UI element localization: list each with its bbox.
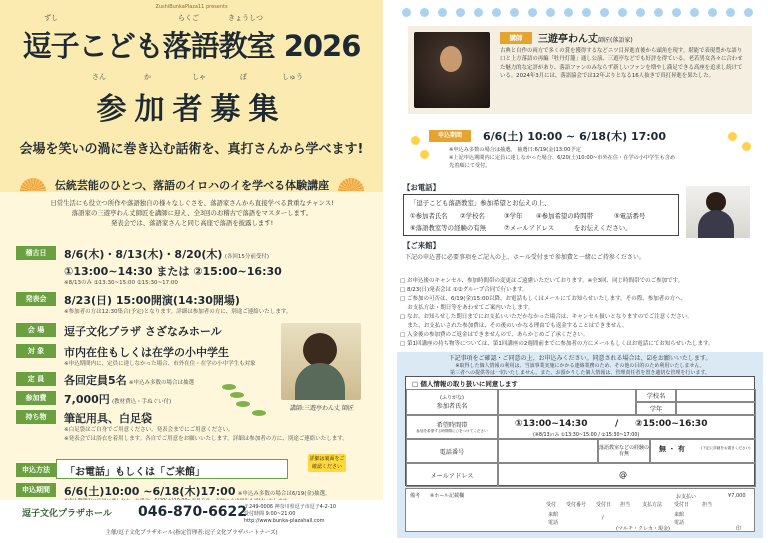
fee-text: 7,000円 bbox=[64, 393, 110, 406]
school-input[interactable] bbox=[676, 389, 756, 402]
phone-item: ④参加希望の時間帯 bbox=[536, 212, 593, 220]
footer bbox=[0, 500, 383, 543]
photo-head bbox=[706, 192, 726, 212]
consent-checkbox[interactable]: □ 個人情報の取り扱いに同意します bbox=[412, 380, 518, 388]
apply-period-value: 6/6(土) 10:00 ~ 6/18(木) 17:00 bbox=[483, 130, 666, 143]
presents-tagline: ZushiBunkaPlaza11 presents bbox=[155, 4, 228, 10]
lecturer-name-text: 三遊亭わん丈 bbox=[538, 34, 598, 45]
experience-value[interactable]: 無 ・ 有 bbox=[659, 445, 685, 453]
label-lesson: 稽古日 bbox=[16, 246, 56, 260]
phone-heading: 【お電話】 bbox=[403, 183, 440, 192]
period-value: 6/6(土)10:00 ~6/18(木)17:00 bbox=[64, 485, 236, 498]
memo-date-slash: / bbox=[602, 515, 604, 521]
dot-decoration bbox=[742, 142, 751, 151]
detail-note-badge: 詳細は裏面をご確認ください bbox=[309, 456, 345, 470]
memo-fee: ¥7,000 bbox=[728, 493, 746, 499]
memo-col: 受付 bbox=[546, 502, 557, 508]
dot-decoration bbox=[636, 8, 645, 17]
ruby-ka: か bbox=[144, 73, 151, 81]
phone-label: 電話番号 bbox=[406, 439, 498, 463]
phone-intro: 「逗子こども落語教室」参加希望とお伝えの上、 bbox=[410, 199, 551, 207]
lecturer-photo bbox=[281, 323, 361, 400]
memo-col: 受付日 bbox=[596, 502, 612, 508]
dot-decoration bbox=[402, 8, 411, 17]
phone-item: ⑤電話番号 bbox=[614, 212, 646, 220]
time-option-note: (※8/13のみ ①13:30~15:00 / ②15:30~17:00) bbox=[533, 433, 640, 438]
dot-decoration bbox=[546, 8, 555, 17]
memo-col: 担当 bbox=[702, 502, 713, 508]
label-recital: 発表会 bbox=[16, 292, 56, 306]
lesson-times: ①13:00~14:30 または ②15:00~16:30 bbox=[64, 265, 282, 278]
phone-item: ①参加者氏名 bbox=[410, 212, 448, 220]
intro-text bbox=[14, 198, 370, 228]
experience-label: 落語教室などの経験の有無 bbox=[598, 439, 650, 463]
capacity-value bbox=[64, 372, 194, 388]
label-fee: 参加費 bbox=[16, 391, 56, 405]
dot-decoration bbox=[474, 8, 483, 17]
memo-col: お支払い bbox=[676, 494, 697, 500]
note-item: □ 第1回講座の持ち物等については、第1回講座の2週間前までに参加者の方にメールもしくはお電話にてお知らせいたします。 bbox=[400, 341, 714, 347]
phone-item: ③学年 bbox=[504, 212, 523, 220]
dot-decoration bbox=[420, 150, 429, 159]
period-note: ※申込み多数の場合は6/19(金)抽選。 bbox=[237, 491, 331, 497]
address-line: 〒249-0006 神奈川県逗子市逗子4-2-10 bbox=[244, 504, 336, 510]
lecturer-photo-small bbox=[686, 186, 750, 238]
recital-note: ※参加者の方は12:30集合(予定)となります。詳細は参加者の方に、別途ご連絡いたします。 bbox=[64, 309, 292, 315]
dot-decoration bbox=[744, 8, 753, 17]
ruby-kyoushitsu: きょうしつ bbox=[228, 14, 263, 22]
capacity-note: ※申込み多数の場合は抽選 bbox=[128, 380, 194, 386]
time-label: 希望時間帯 bbox=[436, 422, 468, 429]
furigana-label: (ふりがな) bbox=[440, 395, 464, 401]
hall-logo: 逗子文化プラザホール bbox=[22, 509, 112, 519]
photo-body bbox=[698, 210, 734, 238]
dot-decoration bbox=[726, 8, 735, 17]
phone-box bbox=[403, 194, 679, 236]
memo-row: 来館 bbox=[674, 512, 685, 518]
memo-col: 担当 bbox=[620, 502, 631, 508]
time-note: 参加を希望する時間帯に○をつけてください bbox=[416, 429, 488, 433]
application-form bbox=[405, 376, 755, 486]
phone-item: ②学校名 bbox=[460, 212, 485, 220]
hours-line: 受付時間 9:00~21:00 bbox=[244, 511, 296, 517]
front-page bbox=[0, 0, 383, 543]
course-subheading: 伝統芸能のひとつ、落語のイロハのイを学べる体験講座 bbox=[54, 179, 330, 192]
note-item: また、お支払いされた参加費は、その後のいかなる理由でも返金することはできません。 bbox=[400, 323, 628, 329]
photo-caption: 講師:三遊亭わん丈 師匠 bbox=[290, 405, 354, 412]
pine-icon bbox=[236, 401, 250, 407]
organizer: 主催/逗子文化プラザホール(指定管理者:逗子文化プラザパートナーズ) bbox=[105, 530, 278, 536]
hall-phone[interactable]: 046-870-6622 bbox=[138, 504, 248, 520]
lecturer-face bbox=[440, 46, 462, 72]
items-value: 筆記用具、白足袋 bbox=[64, 412, 152, 425]
dot-decoration bbox=[728, 132, 737, 141]
dot-decoration bbox=[510, 8, 519, 17]
memo-row: 電話 bbox=[548, 520, 559, 526]
note-item: □ お申込後のキャンセル、参加時間帯の変更はご遠慮いただいております。※全3回、同じ時間帯でのご参加です。 bbox=[400, 278, 684, 284]
time-option-1[interactable]: ①13:00~14:30 bbox=[515, 419, 588, 429]
dot-decoration bbox=[438, 8, 447, 17]
lecturer-title: 師匠(落語家) bbox=[598, 37, 633, 44]
memo-col: 支払方法 bbox=[642, 502, 663, 508]
apply-note: 先着順にて受付。 bbox=[449, 163, 491, 169]
name-label-cell bbox=[406, 389, 498, 415]
ruby-san: さん bbox=[92, 73, 106, 81]
lecturer-tag: 講師 bbox=[500, 32, 532, 44]
lesson-times-note: ※8/13のみ ①13:30~15:00 ②15:30~17:00 bbox=[64, 280, 178, 286]
phone-item: をお伝えください。 bbox=[574, 224, 632, 232]
form-intro bbox=[397, 354, 763, 377]
memo-payment: (マルチ・クレカ・現金) bbox=[616, 526, 670, 532]
fee-value bbox=[64, 391, 171, 407]
dot-decoration bbox=[564, 8, 573, 17]
grade-input[interactable] bbox=[676, 402, 756, 415]
page-title: 逗子こども落語教室 2026 bbox=[22, 29, 361, 63]
time-choice[interactable] bbox=[498, 415, 756, 439]
phone-input[interactable] bbox=[498, 439, 598, 463]
memo-row: 来館 bbox=[548, 512, 559, 518]
note-item: □ ご参加の可否は、6/19(金)15:00以降、お電話もしくはメールにてお知らせいたします。その際、参加者の方へ、 bbox=[400, 296, 687, 302]
dot-decoration bbox=[672, 8, 681, 17]
items-note: ※発表会では浴衣を着用します。各自でご用意をお願いいたします。詳細は参加者の方に、別途ご連絡いたします。 bbox=[64, 436, 348, 442]
ruby-bo: ぼ bbox=[240, 73, 247, 81]
label-capacity: 定 員 bbox=[16, 372, 56, 386]
memo-sign: 印 bbox=[736, 526, 742, 532]
form-intro-line: ※取得した個人情報の利用は、当該事業実施にかかる連絡業務のため、その他の目的のため利用いたしません。 bbox=[455, 363, 705, 369]
memo-hall: ※ホール記載欄 bbox=[430, 493, 465, 499]
time-option-2[interactable]: ②15:00~16:30 bbox=[635, 419, 708, 429]
dot-decoration bbox=[411, 136, 420, 145]
lesson-dates-note: (各回15分前受付) bbox=[224, 254, 269, 260]
time-slash: / bbox=[615, 419, 619, 429]
ruby-zushi: ずし bbox=[44, 14, 58, 22]
school-label: 学校名 bbox=[636, 389, 676, 402]
lecturer-bio: 古典と自作の両方で多くの賞を獲得するなどニツ目昇進直後から頭角を現す。堪能で表現豊かな語り口と上方落語の再編「牡丹灯籠」通し公演、三遊亭などでも好評を得ている。老若男女各々に合わせた魅力的な定評があり、落語ファンのみならず新しいファンを増やし満足できる高座を追求し続けている。2024年3月には、落語協会では12年ぶりとなる16人抜きで真打昇進を果たした。 bbox=[500, 48, 743, 80]
label-target: 対 象 bbox=[16, 344, 56, 358]
dot-decoration bbox=[690, 8, 699, 17]
note-item: □ なお、お知らせした期日までにお支払いいただかなかった場合は、キャンセル扱いとなりますのでご注意ください。 bbox=[400, 314, 693, 320]
fee-note: (教材費込・手ぬぐい付) bbox=[112, 399, 172, 405]
intro-line: 発表会では、落語家さんと同じ高座で落語を披露します! bbox=[110, 219, 274, 227]
target-note: ※申込期間内に、定員に達しなかった場合、市外在住・在学の小中学生も対象 bbox=[64, 361, 256, 367]
note-item: □ 8/23(日)発表会は ①②グループ合同で行います。 bbox=[400, 287, 528, 293]
ruby-sha: しゃ bbox=[192, 73, 206, 81]
grade-label: 学年 bbox=[636, 402, 676, 415]
experience-note: (下記に詳細をお書きください) bbox=[701, 446, 751, 450]
dot-decoration bbox=[492, 8, 501, 17]
label-method: 申込方法 bbox=[16, 463, 56, 477]
application-form-area bbox=[397, 352, 763, 538]
apply-note: ※申込み多数の場合は抽選。 抽選日:6/19(金)13:00予定 bbox=[449, 147, 581, 153]
form-intro-line: 下記事項をご確認・ご同意の上、お申込みください。同意される場合は、☑をお願いいたします。 bbox=[448, 355, 712, 362]
lecturer-body bbox=[295, 363, 345, 400]
note-item: □ 入金後の参加費のご返金はできませんので、あらかじめご了承ください。 bbox=[400, 332, 589, 338]
dot-decoration bbox=[708, 8, 717, 17]
time-label-cell bbox=[406, 415, 498, 439]
pine-icon bbox=[230, 392, 244, 398]
notes-list bbox=[400, 277, 760, 349]
label-period: 申込期間 bbox=[16, 483, 56, 497]
pine-icon bbox=[222, 384, 236, 390]
intro-line: 落語家の三遊亭わん丈師匠を講師に迎え、全3回のお稽古で落語をマスターします。 bbox=[71, 209, 313, 217]
lecturer-section bbox=[408, 26, 752, 114]
lead-copy: 会場を笑いの渦に巻き込む話術を、真打さんから学べます! bbox=[19, 142, 364, 157]
lecturer-photo-large bbox=[414, 32, 490, 108]
lecturer-head bbox=[303, 333, 337, 367]
label-items: 持ち物 bbox=[16, 410, 56, 424]
dot-decoration bbox=[420, 8, 429, 17]
apply-note: ※上記申込期間内に定員に達しなかった場合、6/20(土)10:00~市外在住・在学の小中学生も含め bbox=[449, 155, 676, 161]
name-label: 参加者氏名 bbox=[436, 403, 468, 410]
ruby-shuu: しゅう bbox=[282, 73, 303, 81]
capacity-text: 各回定員5名 bbox=[64, 374, 127, 387]
lesson-dates bbox=[64, 246, 269, 262]
memo-col: 受付日 bbox=[674, 502, 690, 508]
dot-decoration bbox=[600, 8, 609, 17]
apply-method-value: 「お電話」もしくは「ご来館」 bbox=[65, 467, 205, 478]
memo-col: 受付番号 bbox=[566, 502, 587, 508]
visit-text: 下記の申込書に必要事項をご記入の上、ホール受付まで参加費と一緒にご持参ください。 bbox=[405, 254, 645, 261]
intro-line: 日常生活にも役立つ所作や落語独自の様々なしぐさを、落語家さんから直接学べる貴重なチャンス! bbox=[50, 199, 334, 207]
form-intro-line: 第三者への提供等は一切いたしません。また、お預かりした個人情報は、管理責任者を置き適切な管理を行います。 bbox=[450, 370, 710, 376]
visit-heading: 【ご来館】 bbox=[403, 241, 440, 250]
dot-decoration bbox=[654, 8, 663, 17]
label-venue: 会 場 bbox=[16, 323, 56, 337]
page-subtitle: 参加者募集 bbox=[96, 92, 287, 127]
items-note: ※白足袋はご自身でご用意ください。発表会までにご用意ください。 bbox=[64, 427, 234, 433]
phone-item: ⑦メールアドレス bbox=[504, 224, 555, 232]
memo-row: 電話 bbox=[674, 520, 685, 526]
venue-value: 逗子文化プラザ さざなみホール bbox=[64, 325, 222, 338]
lecturer-name bbox=[538, 30, 633, 45]
target-value: 市内在住もしくは在学の小中学生 bbox=[64, 346, 229, 359]
dot-decoration bbox=[528, 8, 537, 17]
dot-decoration bbox=[618, 8, 627, 17]
phone-item: ⑥落語教室等の経験の有無 bbox=[410, 224, 487, 232]
dot-decoration bbox=[456, 8, 465, 17]
recital-date: 8/23(日) 15:00開演(14:30開場) bbox=[64, 294, 240, 307]
office-memo bbox=[405, 488, 755, 532]
pine-icon bbox=[252, 410, 266, 416]
dot-decoration bbox=[582, 8, 591, 17]
apply-period-label: 申込期間 bbox=[429, 130, 471, 142]
email-label: メールアドレス bbox=[406, 463, 498, 487]
website-link[interactable]: http://www.bunka-plazahall.com bbox=[244, 518, 325, 524]
apply-method-box bbox=[56, 459, 288, 479]
experience-choice[interactable] bbox=[650, 439, 756, 463]
note-item: お支払方法・期日等をあわせてご案内いたします。 bbox=[400, 305, 534, 311]
name-input[interactable] bbox=[498, 389, 636, 415]
at-sign: @ bbox=[619, 470, 627, 479]
hall-address bbox=[244, 504, 380, 525]
ruby-rakugo: らくご bbox=[178, 14, 199, 22]
memo-biko: 備考 bbox=[410, 493, 421, 499]
email-input[interactable] bbox=[498, 463, 756, 487]
lesson-dates-text: 8/6(木)・8/13(木)・8/20(木) bbox=[64, 248, 223, 261]
